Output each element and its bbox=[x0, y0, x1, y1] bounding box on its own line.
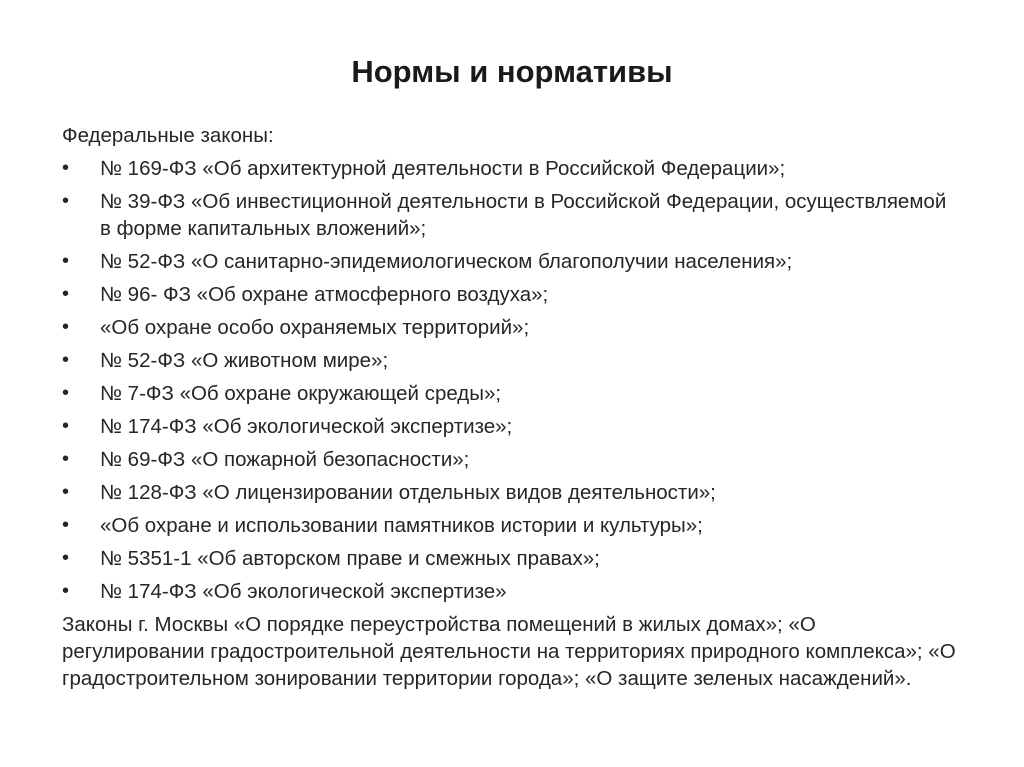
list-item-text: «Об охране и использовании памятников истории и культуры»; bbox=[100, 514, 703, 537]
list-item bbox=[62, 188, 962, 242]
list-item bbox=[62, 155, 962, 182]
list-item-text: № 169-ФЗ «Об архитектурной деятельности в Российской Федерации»; bbox=[100, 157, 786, 180]
list-item bbox=[62, 578, 962, 605]
law-list bbox=[62, 155, 962, 605]
list-item bbox=[62, 314, 962, 341]
page-title: Нормы и нормативы bbox=[351, 54, 673, 89]
bullet-icon: • bbox=[62, 316, 70, 338]
list-item-text: № 128-ФЗ «О лицензировании отдельных видов деятельности»; bbox=[100, 481, 716, 504]
bullet-icon: • bbox=[62, 190, 70, 212]
list-item bbox=[62, 413, 962, 440]
intro-text: Федеральные законы: bbox=[62, 124, 274, 147]
list-item-text: № 69-ФЗ «О пожарной безопасности»; bbox=[100, 448, 470, 471]
bullet-icon: • bbox=[62, 580, 70, 602]
list-item bbox=[62, 281, 962, 308]
list-item bbox=[62, 347, 962, 374]
list-item-text: № 52-ФЗ «О животном мире»; bbox=[100, 349, 389, 372]
moscow-laws-text: Законы г. Москвы «О порядке переустройства помещений в жилых домах»; «О регулировании градостроительной деятельности на территориях природного комплекса»; «О градостроительном зонировании территории города»; «О защите зеленых насаждений». bbox=[62, 613, 956, 690]
list-item bbox=[62, 479, 962, 506]
bullet-icon: • bbox=[62, 514, 70, 536]
list-item-text: № 174-ФЗ «Об экологической экспертизе» bbox=[100, 580, 507, 603]
bullet-icon: • bbox=[62, 547, 70, 569]
list-item-text: № 39-ФЗ «Об инвестиционной деятельности в Российской Федерации, осуществляемой в форме капитальных вложений»; bbox=[100, 190, 947, 240]
bullet-icon: • bbox=[62, 250, 70, 272]
list-item-text: № 7-ФЗ «Об охране окружающей среды»; bbox=[100, 382, 502, 405]
bullet-icon: • bbox=[62, 283, 70, 305]
list-item bbox=[62, 545, 962, 572]
list-item-text: № 5351-1 «Об авторском праве и смежных правах»; bbox=[100, 547, 600, 570]
content-area bbox=[62, 122, 962, 692]
list-item bbox=[62, 446, 962, 473]
list-item bbox=[62, 248, 962, 275]
list-item-text: № 174-ФЗ «Об экологической экспертизе»; bbox=[100, 415, 513, 438]
bullet-icon: • bbox=[62, 481, 70, 503]
bullet-icon: • bbox=[62, 157, 70, 179]
bullet-icon: • bbox=[62, 349, 70, 371]
list-item-text: № 96- ФЗ «Об охране атмосферного воздуха»; bbox=[100, 283, 549, 306]
bullet-icon: • bbox=[62, 448, 70, 470]
bullet-icon: • bbox=[62, 382, 70, 404]
bullet-icon: • bbox=[62, 415, 70, 437]
list-item bbox=[62, 512, 962, 539]
list-item-text: № 52-ФЗ «О санитарно-эпидемиологическом благополучии населения»; bbox=[100, 250, 793, 273]
list-item-text: «Об охране особо охраняемых территорий»; bbox=[100, 316, 530, 339]
list-item bbox=[62, 380, 962, 407]
